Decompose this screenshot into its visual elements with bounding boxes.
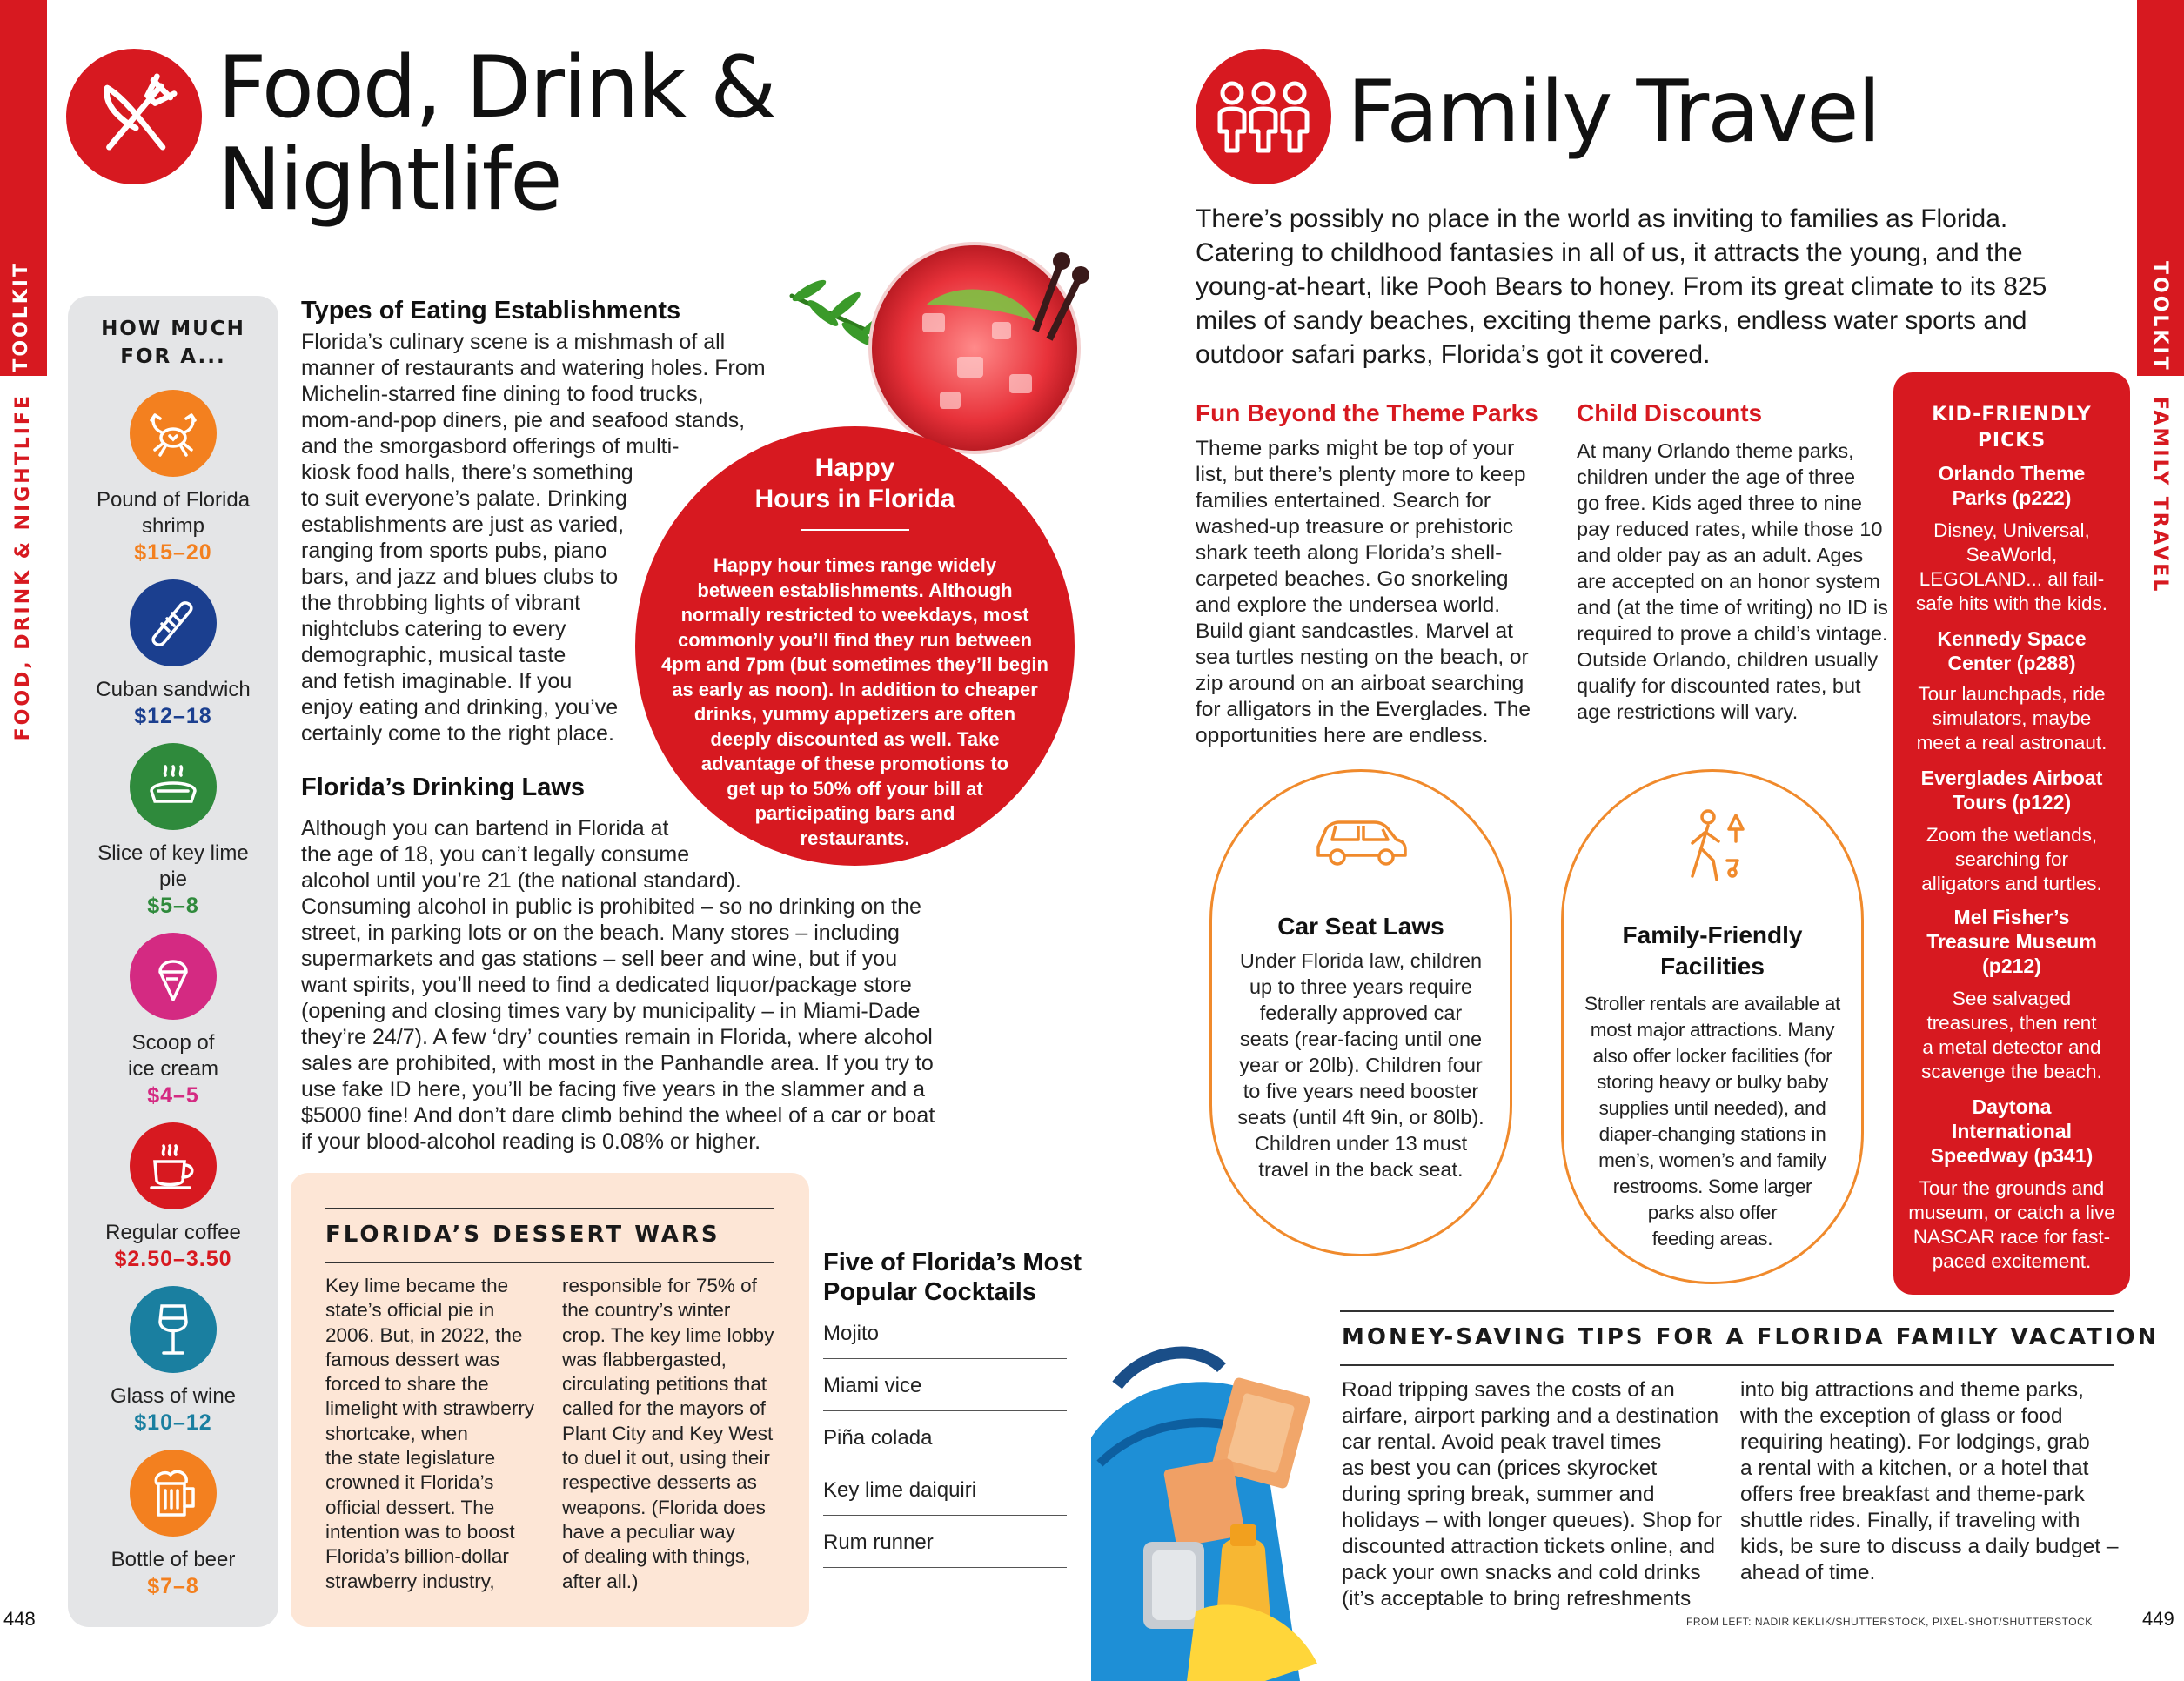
pick-name: Mel Fisher’s Treasure Museum (p212) — [1926, 906, 2097, 977]
toolkit-tab-label-right: TOOLKIT — [2149, 261, 2171, 372]
price-item-coffee — [68, 1122, 278, 1272]
price-item-label: Bottle of beer — [111, 1548, 236, 1571]
cocktails-heading: Five of Florida’s Most Popular Cocktails — [823, 1249, 1082, 1306]
drinking-laws-heading: Florida’s Drinking Laws — [301, 774, 586, 801]
cocktail-item: Key lime daiquiri — [823, 1478, 977, 1502]
child-discounts-body: At many Orlando theme parks, children under the age of three go free. Kids aged three to nine pay reduced rates, while those 10 and older pay as an adult. Ages are accepted on an honor system and (at the time of writing) no ID is required to prove a child’s vintage. Outside Orlando, children usually qualify for discounted rates, but age restrictions will vary. — [1577, 439, 1888, 723]
how-much-sidebar — [68, 296, 278, 1627]
sandwich-icon — [130, 579, 217, 666]
wine-icon — [130, 1286, 217, 1373]
dessert-wars-title: FLORIDA’S DESSERT WARS — [325, 1222, 720, 1248]
coffee-icon — [130, 1122, 217, 1209]
price-item-label: Cuban sandwich — [96, 678, 251, 701]
price-item-label: Scoop of ice cream — [127, 1031, 219, 1081]
cocktail-divider — [823, 1515, 1067, 1516]
pick-name: Daytona International Speedway (p341) — [1930, 1095, 2094, 1167]
money-tips-col1: Road tripping saves the costs of an airfare, airport parking and a destination car rental. Avoid peak travel times as best you can (prices skyrocket during spring break, summer and holidays – with longer queues). Shop for discounted attraction tickets online, and pack your own snacks and cold drinks (it’s acceptable to bring refreshments — [1342, 1378, 1723, 1611]
pick-name: Orlando Theme Parks (p222) — [1938, 462, 2086, 509]
price-item-price: $5–8 — [147, 894, 199, 918]
beer-icon — [130, 1450, 217, 1537]
price-item-price: $10–12 — [134, 1410, 212, 1435]
price-item-label: Regular coffee — [105, 1221, 241, 1244]
cocktail-divider — [823, 1358, 1067, 1359]
dessert-wars-box — [291, 1173, 809, 1627]
family-facilities-body: Stroller rentals are available at most major attractions. Many also offer locker facilities (for storing heavy or bulky baby supplies until needed), and diaper-changing stations in men’s, women’s and family restrooms. Some larger parks also offer feeding areas. — [1584, 993, 1840, 1249]
pick-name: Kennedy Space Center (p288) — [1937, 627, 2087, 674]
family-facilities-heading: Family-Friendly Facilities — [1622, 921, 1803, 980]
crab-icon — [130, 390, 217, 477]
money-tips-mid-rule — [1340, 1364, 2114, 1366]
fork-knife-icon — [86, 69, 182, 164]
price-item-beer — [68, 1450, 278, 1599]
cocktail-divider — [823, 1567, 1067, 1568]
pick-description: Tour the grounds and museum, or catch a live NASCAR race for fast- paced excitement. — [1908, 1177, 2115, 1272]
kid-friendly-heading: KID-FRIENDLY PICKS — [1932, 404, 2092, 452]
pick-description: Disney, Universal, SeaWorld, LEGOLAND... all fail- safe hits with the kids. — [1915, 519, 2108, 614]
car-seat-callout — [1209, 769, 1512, 1256]
ice-cream-icon — [130, 933, 217, 1020]
happy-hours-body: Happy hour times range widely between establishments. Although normally restricted to weekdays, most commonly you’ll find they run between 4pm and 7pm (but sometimes they’ll begin as early as noon). In addition to cheaper drinks, yummy appetizers are often deeply discounted as well. Take advantage of these promotions to get up to 50% off your bill at participating bars and restaurants. — [661, 554, 1048, 849]
price-item-wine — [68, 1286, 278, 1436]
how-much-title: HOW MUCH FOR A... — [101, 318, 245, 368]
pick-description: Zoom the wetlands, searching for alligators and turtles. — [1921, 824, 2102, 894]
price-item-key-lime-pie — [68, 743, 278, 919]
price-item-price: $12–18 — [134, 704, 212, 728]
price-item-price: $15–20 — [134, 540, 212, 565]
price-item-cuban-sandwich — [68, 579, 278, 729]
happy-hours-callout — [635, 426, 1075, 866]
section-label-right: FAMILY TRAVEL — [2149, 397, 2171, 594]
pick-name: Everglades Airboat Tours (p122) — [1920, 767, 2103, 814]
family-facilities-callout — [1561, 769, 1864, 1284]
family-title: Family Travel — [1347, 63, 1879, 162]
price-item-shrimp — [68, 390, 278, 566]
cocktail-divider — [823, 1410, 1067, 1411]
dessert-wars-top-rule — [325, 1208, 774, 1209]
price-item-price: $2.50–3.50 — [114, 1247, 232, 1271]
kid-friendly-picks-box — [1893, 372, 2130, 1295]
food-heading-circle — [66, 49, 202, 184]
page-number-right: 449 — [2142, 1608, 2174, 1630]
stroller-walk-icon — [1682, 807, 1752, 885]
cocktail-item: Piña colada — [823, 1426, 933, 1450]
food-title-line1: Food, Drink & — [218, 38, 775, 137]
photo-credit: FROM LEFT: NADIR KEKLIK/SHUTTERSTOCK, PIXEL-SHOT/SHUTTERSTOCK — [1686, 1616, 2093, 1628]
family-heading-circle — [1196, 49, 1331, 184]
dessert-wars-mid-rule — [325, 1262, 774, 1263]
price-item-ice-cream — [68, 933, 278, 1108]
family-intro: There’s possibly no place in the world as inviting to families as Florida. Catering to childhood fantasies in all of us, it attracts the young, and the young-at-heart, like Pooh Bears to honey. From its great climate to its 825 miles of sandy beaches, exciting theme parks, endless water sports and outdoor safari parks, Florida’s got it covered. — [1196, 204, 2047, 369]
cooler-bag-photo — [1091, 1333, 1338, 1681]
dessert-wars-col1: Key lime became the state’s official pie in 2006. But, in 2022, the famous dessert was forced to share the limelight with strawberry shortcake, when the state legislature crowned it Florida’s official dessert. The intention was to boost Florida’s billion-dollar strawberry industry, — [325, 1275, 535, 1592]
eating-body: Florida’s culinary scene is a mishmash of all manner of restaurants and watering holes. From Michelin-starred fine dining to food trucks, mom-and-pop diners, pie and seafood stands, and the smorgasbord offerings of multi- kiosk food halls, there’s something to suit everyone’s palate. Drinking establishments are just as varied, ranging from sports pubs, piano bars, and jazz and blues clubs to the throbbing lights of vibrant nightclubs catering to every demographic, musical taste and fetish imaginable. If you enjoy eating and drinking, you’ve certainly come to the right place. — [301, 330, 766, 746]
dessert-wars-col2: responsible for 75% of the country’s winter crop. The key lime lobby was flabbergasted, circulating petitions that called for the mayors of Plant City and Key West to duel it out, using their respective desserts as weapons. (Florida does have a peculiar way of dealing with things, after all.) — [562, 1275, 774, 1592]
cocktail-item: Rum runner — [823, 1530, 934, 1554]
family-icon — [1213, 77, 1314, 156]
car-seat-body: Under Florida law, children up to three years require federally approved car seats (rear-facing until one year or 20lb). Children four to five years need booster seats (until 4ft 9in, or 80lb). Children under 13 must travel in the back seat. — [1237, 949, 1484, 1181]
happy-hours-divider — [801, 529, 909, 531]
money-tips-title: MONEY-SAVING TIPS FOR A FLORIDA FAMILY VACATION — [1342, 1324, 2160, 1350]
fun-beyond-body: Theme parks might be top of your list, but there’s plenty more to keep families entertained. Search for washed-up treasure or prehistoric shark teeth along Florida’s shell- carpeted beaches. Go snorkeling and explore the undersea world. Build giant sandcastles. Marvel at sea turtles nesting on the beach, or zip around on an airboat searching for alligators in the Everglades. The opportunities here are endless. — [1196, 437, 1531, 747]
child-discounts-heading: Child Discounts — [1577, 399, 1763, 426]
cocktail-item: Mojito — [823, 1322, 880, 1345]
price-item-price: $4–5 — [147, 1083, 199, 1108]
price-item-label: Glass of wine — [110, 1384, 237, 1408]
cocktail-item: Miami vice — [823, 1374, 922, 1397]
toolkit-tab-label-left: TOOLKIT — [10, 261, 32, 372]
price-item-label: Slice of key lime pie — [97, 841, 249, 891]
fun-beyond-heading: Fun Beyond the Theme Parks — [1196, 399, 1538, 426]
food-title-line2: Nightlife — [218, 131, 561, 230]
money-tips-col2: into big attractions and theme parks, with the exception of glass or food requiring heating). For lodgings, grab a rental with a kitchen, or a hotel that offers free breakfast and theme-park shuttle rides. Finally, if traveling with kids, be sure to discuss a daily budget – ahead of time. — [1740, 1378, 2119, 1584]
eating-heading: Types of Eating Establishments — [301, 297, 681, 325]
car-seat-heading: Car Seat Laws — [1277, 913, 1444, 940]
section-label-left: FOOD, DRINK & NIGHTLIFE — [12, 393, 34, 741]
pie-icon — [130, 743, 217, 830]
happy-hours-title: Happy Hours in Florida — [754, 453, 955, 513]
car-icon — [1313, 815, 1409, 867]
price-item-price: $7–8 — [147, 1574, 199, 1598]
pick-description: See salvaged treasures, then rent a metal detector and scavenge the beach. — [1921, 988, 2102, 1082]
page-number-left: 448 — [3, 1608, 36, 1630]
pick-description: Tour launchpads, ride simulators, maybe meet a real astronaut. — [1916, 683, 2107, 753]
drinking-laws-body: Although you can bartend in Florida at the age of 18, you can’t legally consume alcohol until you’re 21 (the national standard). Consuming alcohol in public is prohibited – so no drinking on the street, in parking lots or on the beach. Many stores – including supermarkets and gas stations – sell beer and wine, but if you want spirits, you’ll need to find a dedicated liquor/package store (opening and closing times vary by municipality – in Miami-Dade they’re 24/7). A few ‘dry’ counties remain in Florida, where alcohol sales are prohibited, with most in the Panhandle area. If you try to use fake ID here, you’ll be facing five years in the slammer and a $5000 fine! And don’t dare climb behind the wheel of a car or boat if your blood-alcohol reading is 0.08% or higher. — [301, 816, 935, 1154]
price-item-label: Pound of Florida shrimp — [96, 488, 251, 538]
money-tips-top-rule — [1340, 1310, 2114, 1312]
